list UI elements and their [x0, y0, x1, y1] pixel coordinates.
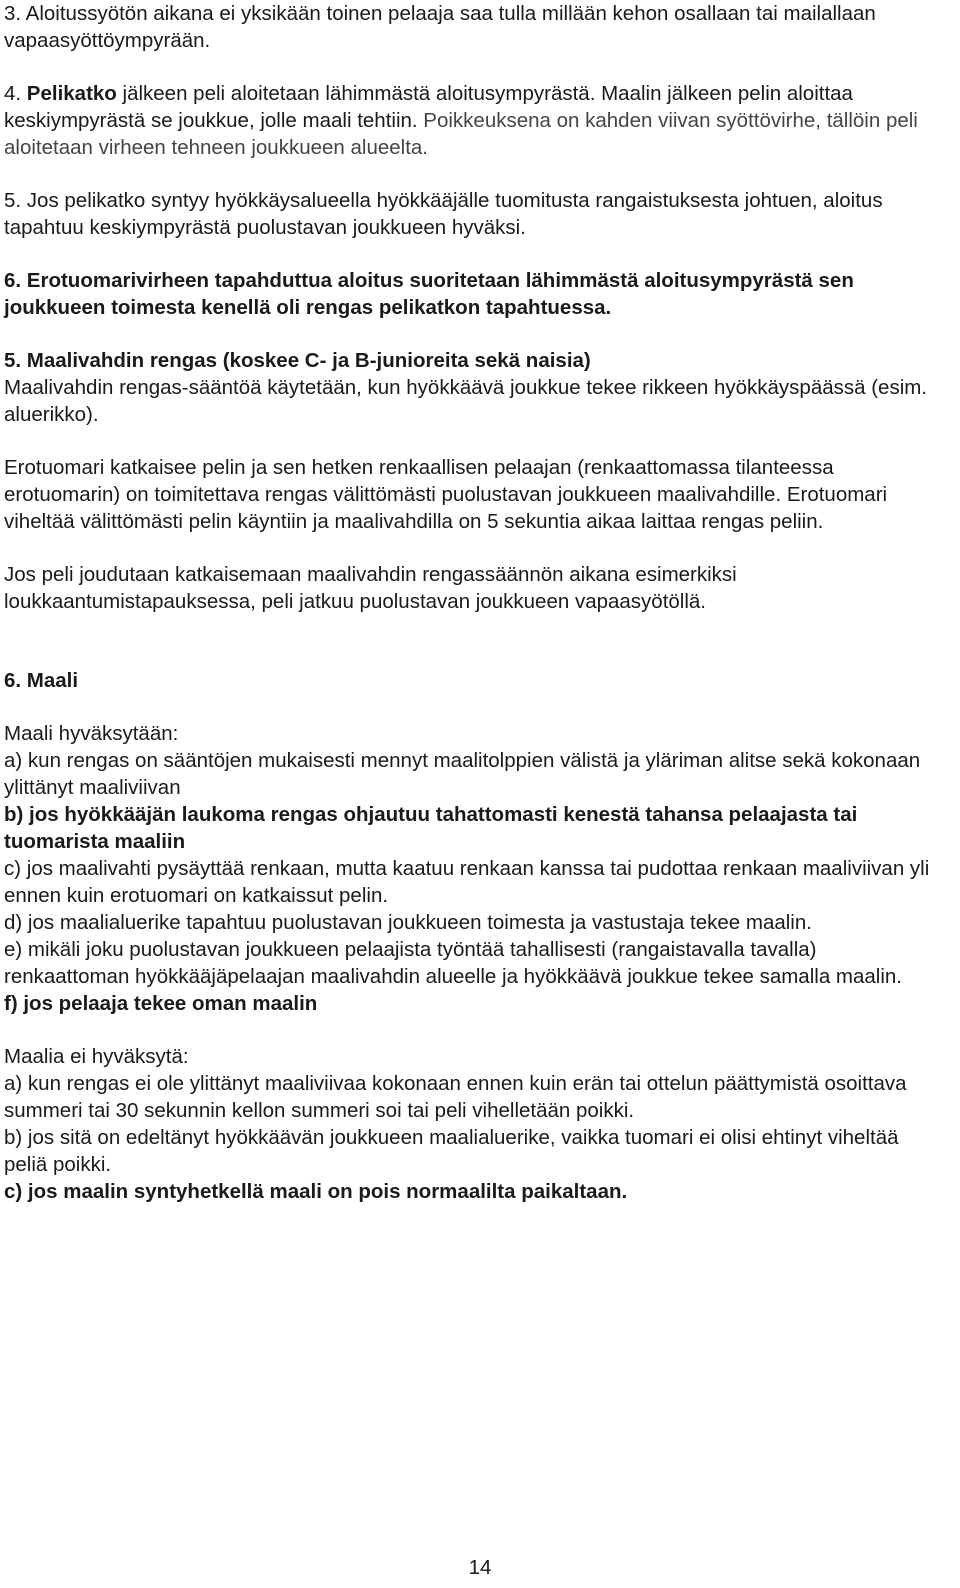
document-page	[4, 0, 944, 1205]
rule-6-paragraph: 6. Erotuomarivirheen tapahduttua aloitus suoritetaan lähimmästä aloitusympyrästä sen joukkueen toimesta kenellä oli rengas pelikatkon tapahtuessa.	[4, 269, 854, 319]
rule-5-paragraph: 5. Jos pelikatko syntyy hyökkäysalueella hyökkääjälle tuomitusta rangaistuksesta johtuen, aloitus tapahtuu keskiympyrästä puolustavan joukkueen hyväksi.	[4, 189, 883, 239]
goal-accepted-item-e: e) mikäli joku puolustavan joukkueen pelaajista työntää tahallisesti (rangaistavalla tavalla) renkaattoman hyökkääjäpelaajan maalivahdin alueelle ja hyökkäävä joukkue tekee samalla maalin.	[4, 938, 902, 988]
goal-accepted-item-b: b) jos hyökkääjän laukoma rengas ohjautuu tahattomasti kenestä tahansa pelaajasta tai tuomarista maaliin	[4, 803, 858, 853]
section-5-paragraph-2: Jos peli joudutaan katkaisemaan maalivahdin rengassäännön aikana esimerkiksi loukkaantumistapauksessa, peli jatkuu puolustavan joukkueen vapaasyötöllä.	[4, 563, 737, 613]
section-6-heading: 6. Maali	[4, 669, 79, 692]
goal-accepted-item-f: f) jos pelaaja tekee oman maalin	[4, 992, 318, 1015]
rule-4-exception-text: Poikkeuksena on kahden viivan syöttövirhe, tällöin peli aloitetaan virheen tehneen joukkueen alueelta.	[4, 109, 918, 159]
rule-4-number: 4.	[4, 82, 27, 105]
goal-rejected-item-a: a) kun rengas ei ole ylittänyt maaliviivaa kokonaan ennen kuin erän tai ottelun päättymistä osoittava summeri tai 30 sekunnin kellon summeri soi tai peli vihelletään poikki.	[4, 1072, 907, 1122]
goal-rejected-item-c: c) jos maalin syntyhetkellä maali on pois normaalilta paikaltaan.	[4, 1180, 628, 1203]
goal-accepted-item-c: c) jos maalivahti pysäyttää renkaan, mutta kaatuu renkaan kanssa tai pudottaa renkaan maaliviivan yli ennen kuin erotuomari on katkaissut pelin.	[4, 857, 930, 907]
rule-3-paragraph: 3. Aloitussyötön aikana ei yksikään toinen pelaaja saa tulla millään kehon osallaan tai mailallaan vapaasyöttöympyrään.	[4, 2, 876, 52]
rule-4-paragraph	[4, 80, 944, 161]
section-5-paragraph-1: Erotuomari katkaisee pelin ja sen hetken renkaallisen pelaajan (renkaattomassa tilanteessa erotuomarin) on toimitettava rengas välittömästi puolustavan joukkueen maalivahdille. Erotuomari viheltää välittömästi pelin käyntiin ja maalivahdilla on 5 sekuntia aikaa laittaa rengas peliin.	[4, 456, 888, 533]
section-5-intro: Maalivahdin rengas-sääntöä käytetään, kun hyökkäävä joukkue tekee rikkeen hyökkäyspäässä (esim. aluerikko).	[4, 376, 928, 426]
goal-accepted-item-a: a) kun rengas on sääntöjen mukaisesti mennyt maalitolppien välistä ja yläriman alitse sekä kokonaan ylittänyt maaliviivan	[4, 749, 921, 799]
rule-4-text: jälkeen peli aloitetaan lähimmästä aloitusympyrästä. Maalin jälkeen pelin aloittaa keskiympyrästä se joukkue, jolle maali tehtiin.	[4, 82, 853, 132]
page-number: 14	[468, 1556, 492, 1579]
rule-4-bold-term: Pelikatko	[26, 82, 117, 105]
goal-rejected-title: Maalia ei hyväksytä:	[4, 1045, 189, 1068]
goal-accepted-item-d: d) jos maalialuerike tapahtuu puolustavan joukkueen toimesta ja vastustaja tekee maalin.	[4, 911, 812, 934]
goal-rejected-item-b: b) jos sitä on edeltänyt hyökkäävän joukkueen maalialuerike, vaikka tuomari ei olisi ehtinyt viheltää peliä poikki.	[4, 1126, 899, 1176]
section-5-heading: 5. Maalivahdin rengas (koskee C- ja B-junioreita sekä naisia)	[4, 349, 591, 372]
goal-accepted-title: Maali hyväksytään:	[4, 722, 179, 745]
